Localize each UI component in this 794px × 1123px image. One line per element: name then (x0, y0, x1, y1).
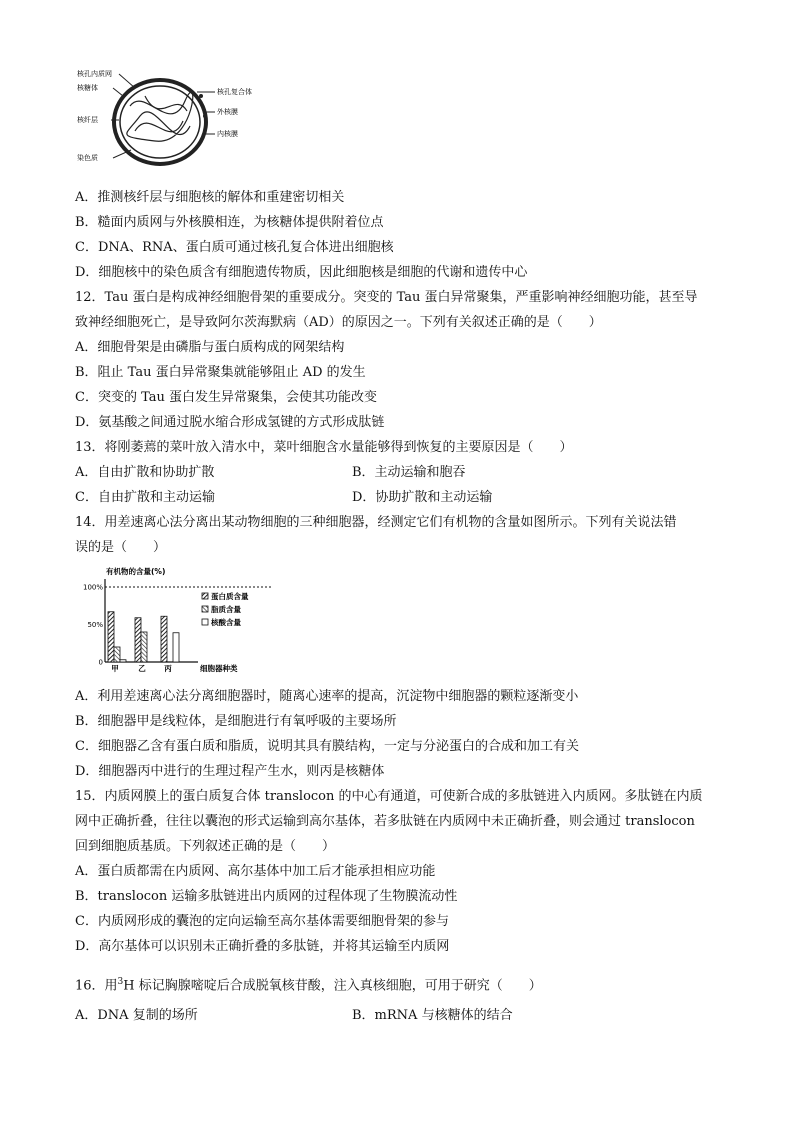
label-inner-membrane: 内核膜 (217, 130, 238, 138)
bar-甲-1 (114, 647, 120, 662)
q12-option-c: C．突变的 Tau 蛋白发生异常聚集，会使其功能改变 (75, 390, 377, 405)
q15-stem-line1: 15．内质网膜上的蛋白质复合体 translocon 的中心有通道，可使新合成的多肽链进入内质网。多肽链在内质 (75, 789, 703, 804)
legend-swatch (202, 619, 208, 625)
q12-stem-line1: 12．Tau 蛋白是构成神经细胞骨架的重要成分。突变的 Tau 蛋白异常聚集，严重影响神经细胞功能，甚至导 (75, 290, 698, 305)
label-nuclear-lamina: 核纤层 (77, 116, 98, 124)
q16-option-b: B．mRNA 与核糖体的结合 (352, 1008, 513, 1023)
q16-option-a: A．DNA 复制的场所 (75, 1008, 198, 1023)
q14-option-c: C．细胞器乙含有蛋白质和脂质，说明其具有膜结构，一定与分泌蛋白的合成和加工有关 (75, 739, 579, 754)
q16-stem-post: H 标记胸腺嘧啶后合成脱氧核苷酸，注入真核细胞，可用于研究（ ） (123, 978, 542, 994)
q13-option-d: D．协助扩散和主动运输 (352, 490, 493, 505)
x-category-label: 甲 (111, 664, 119, 673)
legend-label: 蛋白质含量 (211, 592, 249, 601)
q14-stem-line2: 误的是（ ） (75, 540, 167, 555)
q13-stem: 13．将刚萎蔫的菜叶放入清水中，菜叶细胞含水量能够得到恢复的主要原因是（ ） (75, 440, 573, 455)
y-tick-label: 50% (87, 621, 103, 629)
q15-stem-line3: 回到细胞质基质。下列叙述正确的是（ ） (75, 839, 336, 854)
q12-option-a: A．细胞骨架是由磷脂与蛋白质构成的网架结构 (75, 340, 345, 355)
q16-stem-pre: 16．用 (75, 978, 118, 994)
bar-甲-2 (120, 660, 126, 662)
legend-swatch (202, 606, 208, 612)
legend-label: 核酸含量 (211, 618, 241, 627)
q15-option-b: B．translocon 运输多肽链进出内质网的过程体现了生物膜流动性 (75, 889, 458, 904)
bar-乙-1 (141, 632, 147, 662)
nucleus-diagram (75, 66, 285, 178)
x-category-label: 乙 (138, 664, 146, 673)
q13-option-b: B．主动运输和胞吞 (352, 465, 466, 480)
q13-option-c: C．自由扩散和主动运输 (75, 490, 215, 505)
q14-option-b: B．细胞器甲是线粒体，是细胞进行有氧呼吸的主要场所 (75, 714, 397, 729)
q15-stem-line2: 网中正确折叠，往往以囊泡的形式运输到高尔基体，若多肽链在内质网中未正确折叠，则会通过 translocon (75, 814, 695, 829)
q11-option-a: A．推测核纤层与细胞核的解体和重建密切相关 (75, 190, 345, 205)
q12-option-b: B．阻止 Tau 蛋白异常聚集就能够阻止 AD 的发生 (75, 365, 366, 380)
q11-option-b: B．糙面内质网与外核膜相连，为核糖体提供附着位点 (75, 215, 384, 230)
bar-乙-0 (135, 618, 141, 662)
x-category-label: 丙 (164, 664, 172, 673)
legend-label: 脂质含量 (211, 605, 241, 614)
q15-option-c: C．内质网形成的囊泡的定向运输至高尔基体需要细胞骨架的参与 (75, 914, 449, 929)
label-chromatin: 染色质 (77, 154, 98, 162)
label-ribosome: 核糖体 (77, 84, 98, 92)
bar-甲-0 (108, 612, 114, 662)
bar-丙-2 (173, 633, 179, 662)
q14-option-a: A．利用差速离心法分离细胞器时，随离心速率的提高，沉淀物中细胞器的颗粒逐渐变小 (75, 689, 579, 704)
bar-丙-0 (161, 616, 167, 662)
y-tick-label: 0 (98, 658, 103, 667)
q16-superscript: 3 (117, 977, 124, 987)
chart-ylabel: 有机物的含量(%) (106, 567, 166, 576)
q12-stem-line2: 致神经细胞死亡，是导致阿尔茨海默病（AD）的原因之一。下列有关叙述正确的是（ ） (75, 315, 602, 330)
q11-option-d: D．细胞核中的染色质含有细胞遗传物质，因此细胞核是细胞的代谢和遗传中心 (75, 265, 528, 280)
q11-option-c: C．DNA、RNA、蛋白质可通过核孔复合体进出细胞核 (75, 240, 394, 255)
label-rough-er: 核孔内质网 (77, 70, 112, 78)
q12-option-d: D．氨基酸之间通过脱水缩合形成氢键的方式形成肽链 (75, 415, 385, 430)
y-tick-label: 100% (82, 583, 103, 592)
chart-xlabel: 细胞器种类 (200, 664, 238, 673)
q15-option-d: D．高尔基体可以识别未正确折叠的多肽链，并将其运输至内质网 (75, 939, 450, 954)
label-outer-membrane: 外核膜 (217, 108, 238, 116)
q15-option-a: A．蛋白质都需在内质网、高尔基体中加工后才能承担相应功能 (75, 864, 436, 879)
legend-swatch (202, 593, 208, 599)
q14-stem-line1: 14．用差速离心法分离出某动物细胞的三种细胞器，经测定它们有机物的含量如图所示。下列有关说法错 (75, 515, 677, 530)
q14-option-d: D．细胞器丙中进行的生理过程产生水，则丙是核糖体 (75, 764, 385, 779)
q13-option-a: A．自由扩散和协助扩散 (75, 465, 215, 480)
label-nuclear-pore-complex: 核孔复合体 (217, 88, 252, 96)
organelle-content-chart (82, 565, 278, 677)
q16-stem (75, 973, 542, 995)
